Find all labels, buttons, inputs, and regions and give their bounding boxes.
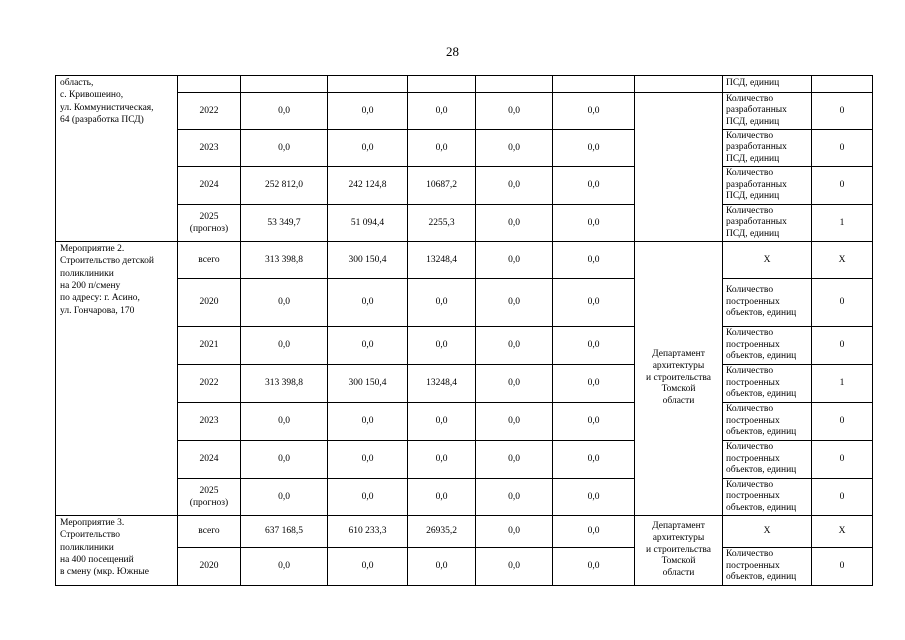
measure-name-cell: Мероприятие 3. Строительство поликлиники на 400 посещений в смену (мкр. Южные [56, 516, 178, 586]
total-cell: 0,0 [241, 327, 328, 365]
indicator-value-cell: 0 [812, 167, 873, 205]
total-cell: 0,0 [241, 548, 328, 586]
indicator-value-cell: 0 [812, 403, 873, 441]
year-cell: всего [178, 242, 241, 279]
indicator-name-cell: Количество построенных объектов, единиц [723, 441, 812, 479]
total-cell [241, 76, 328, 93]
federal-budget-cell: 0,0 [328, 548, 408, 586]
year-cell: 2023 [178, 130, 241, 167]
year-cell: 2022 [178, 93, 241, 130]
other-sources-cell: 0,0 [553, 93, 635, 130]
year-cell: 2020 [178, 279, 241, 327]
local-budget-cell: 0,0 [476, 327, 553, 365]
indicator-value-cell: 0 [812, 130, 873, 167]
total-cell: 252 812,0 [241, 167, 328, 205]
federal-budget-cell: 0,0 [328, 327, 408, 365]
local-budget-cell: 0,0 [476, 403, 553, 441]
indicator-name-cell: Количество построенных объектов, единиц [723, 327, 812, 365]
federal-budget-cell: 0,0 [328, 93, 408, 130]
federal-budget-cell: 0,0 [328, 479, 408, 516]
regional-budget-cell: 10687,2 [408, 167, 476, 205]
other-sources-cell: 0,0 [553, 441, 635, 479]
indicator-value-cell: 0 [812, 327, 873, 365]
total-cell: 53 349,7 [241, 205, 328, 242]
other-sources-cell: 0,0 [553, 205, 635, 242]
year-cell: всего [178, 516, 241, 548]
local-budget-cell: 0,0 [476, 516, 553, 548]
indicator-name-cell: Количество разработанных ПСД, единиц [723, 167, 812, 205]
total-cell: 313 398,8 [241, 242, 328, 279]
local-budget-cell: 0,0 [476, 365, 553, 403]
regional-budget-cell: 13248,4 [408, 365, 476, 403]
regional-budget-cell: 0,0 [408, 403, 476, 441]
table-row [56, 516, 873, 548]
federal-budget-cell: 0,0 [328, 279, 408, 327]
regional-budget-cell: 2255,3 [408, 205, 476, 242]
local-budget-cell: 0,0 [476, 279, 553, 327]
federal-budget-cell: 300 150,4 [328, 242, 408, 279]
indicator-value-cell: 0 [812, 479, 873, 516]
local-budget-cell: 0,0 [476, 479, 553, 516]
table-row [56, 93, 873, 130]
table-row [56, 479, 873, 516]
table-row [56, 279, 873, 327]
indicator-name-cell: Количество построенных объектов, единиц [723, 279, 812, 327]
local-budget-cell: 0,0 [476, 167, 553, 205]
regional-budget-cell: 0,0 [408, 548, 476, 586]
other-sources-cell: 0,0 [553, 548, 635, 586]
year-cell: 2022 [178, 365, 241, 403]
regional-budget-cell: 0,0 [408, 441, 476, 479]
other-sources-cell: 0,0 [553, 130, 635, 167]
year-cell: 2024 [178, 441, 241, 479]
other-sources-cell: 0,0 [553, 167, 635, 205]
indicator-name-cell: Количество построенных объектов, единиц [723, 479, 812, 516]
table-row [56, 167, 873, 205]
department-cell [635, 93, 723, 242]
indicator-value-cell: 0 [812, 548, 873, 586]
indicator-value-cell: 0 [812, 441, 873, 479]
total-cell: 0,0 [241, 130, 328, 167]
table-row [56, 548, 873, 586]
total-cell: 313 398,8 [241, 365, 328, 403]
year-cell: 2025 (прогноз) [178, 479, 241, 516]
local-budget-cell: 0,0 [476, 548, 553, 586]
indicator-name-cell: Количество разработанных ПСД, единиц [723, 205, 812, 242]
other-sources-cell [553, 76, 635, 93]
regional-budget-cell: 0,0 [408, 93, 476, 130]
total-cell: 0,0 [241, 403, 328, 441]
local-budget-cell: 0,0 [476, 130, 553, 167]
indicator-name-cell: Количество разработанных ПСД, единиц [723, 93, 812, 130]
total-cell: 0,0 [241, 479, 328, 516]
federal-budget-cell: 300 150,4 [328, 365, 408, 403]
indicator-value-cell: Х [812, 516, 873, 548]
table-row [56, 76, 873, 93]
total-cell: 637 168,5 [241, 516, 328, 548]
local-budget-cell: 0,0 [476, 93, 553, 130]
regional-budget-cell: 0,0 [408, 130, 476, 167]
indicator-name-cell: Количество разработанных ПСД, единиц [723, 130, 812, 167]
total-cell: 0,0 [241, 279, 328, 327]
regional-budget-cell: 0,0 [408, 327, 476, 365]
other-sources-cell: 0,0 [553, 516, 635, 548]
regional-budget-cell: 26935,2 [408, 516, 476, 548]
indicator-name-cell: Количество построенных объектов, единиц [723, 365, 812, 403]
table-row [56, 441, 873, 479]
year-cell: 2021 [178, 327, 241, 365]
regional-budget-cell: 13248,4 [408, 242, 476, 279]
federal-budget-cell: 610 233,3 [328, 516, 408, 548]
other-sources-cell: 0,0 [553, 279, 635, 327]
regional-budget-cell [408, 76, 476, 93]
total-cell: 0,0 [241, 93, 328, 130]
indicator-name-cell: Количество построенных объектов, единиц [723, 548, 812, 586]
department-cell: Департамент архитектуры и строительства Томской области [635, 242, 723, 516]
measure-name-cell: область, с. Кривошеино, ул. Коммунистическая, 64 (разработка ПСД) [56, 76, 178, 242]
indicator-value-cell: 0 [812, 93, 873, 130]
year-cell [178, 76, 241, 93]
program-table [55, 75, 873, 586]
year-cell: 2020 [178, 548, 241, 586]
federal-budget-cell: 0,0 [328, 403, 408, 441]
indicator-name-cell: Х [723, 516, 812, 548]
other-sources-cell: 0,0 [553, 327, 635, 365]
indicator-value-cell: 1 [812, 365, 873, 403]
table-row [56, 403, 873, 441]
total-cell: 0,0 [241, 441, 328, 479]
other-sources-cell: 0,0 [553, 479, 635, 516]
indicator-value-cell: 0 [812, 279, 873, 327]
year-cell: 2023 [178, 403, 241, 441]
indicator-name-cell: Х [723, 242, 812, 279]
table-row [56, 205, 873, 242]
page-number: 28 [446, 44, 459, 59]
indicator-value-cell: Х [812, 242, 873, 279]
measure-name-cell: Мероприятие 2. Строительство детской поликлиники на 200 п/смену по адресу: г. Асино, ул. Гончарова, 170 [56, 242, 178, 516]
local-budget-cell: 0,0 [476, 441, 553, 479]
table-row [56, 130, 873, 167]
other-sources-cell: 0,0 [553, 242, 635, 279]
regional-budget-cell: 0,0 [408, 479, 476, 516]
indicator-value-cell [812, 76, 873, 93]
local-budget-cell: 0,0 [476, 242, 553, 279]
indicator-value-cell: 1 [812, 205, 873, 242]
other-sources-cell: 0,0 [553, 403, 635, 441]
year-cell: 2024 [178, 167, 241, 205]
federal-budget-cell: 51 094,4 [328, 205, 408, 242]
federal-budget-cell: 0,0 [328, 130, 408, 167]
table-row [56, 365, 873, 403]
year-cell: 2025 (прогноз) [178, 205, 241, 242]
other-sources-cell: 0,0 [553, 365, 635, 403]
indicator-name-cell: Количество построенных объектов, единиц [723, 403, 812, 441]
indicator-name-cell: ПСД, единиц [723, 76, 812, 93]
federal-budget-cell: 242 124,8 [328, 167, 408, 205]
department-cell: Департамент архитектуры и строительства Томской области [635, 516, 723, 586]
local-budget-cell [476, 76, 553, 93]
federal-budget-cell: 0,0 [328, 441, 408, 479]
federal-budget-cell [328, 76, 408, 93]
table-row [56, 327, 873, 365]
local-budget-cell: 0,0 [476, 205, 553, 242]
regional-budget-cell: 0,0 [408, 279, 476, 327]
table-row [56, 242, 873, 279]
department-cell [635, 76, 723, 93]
